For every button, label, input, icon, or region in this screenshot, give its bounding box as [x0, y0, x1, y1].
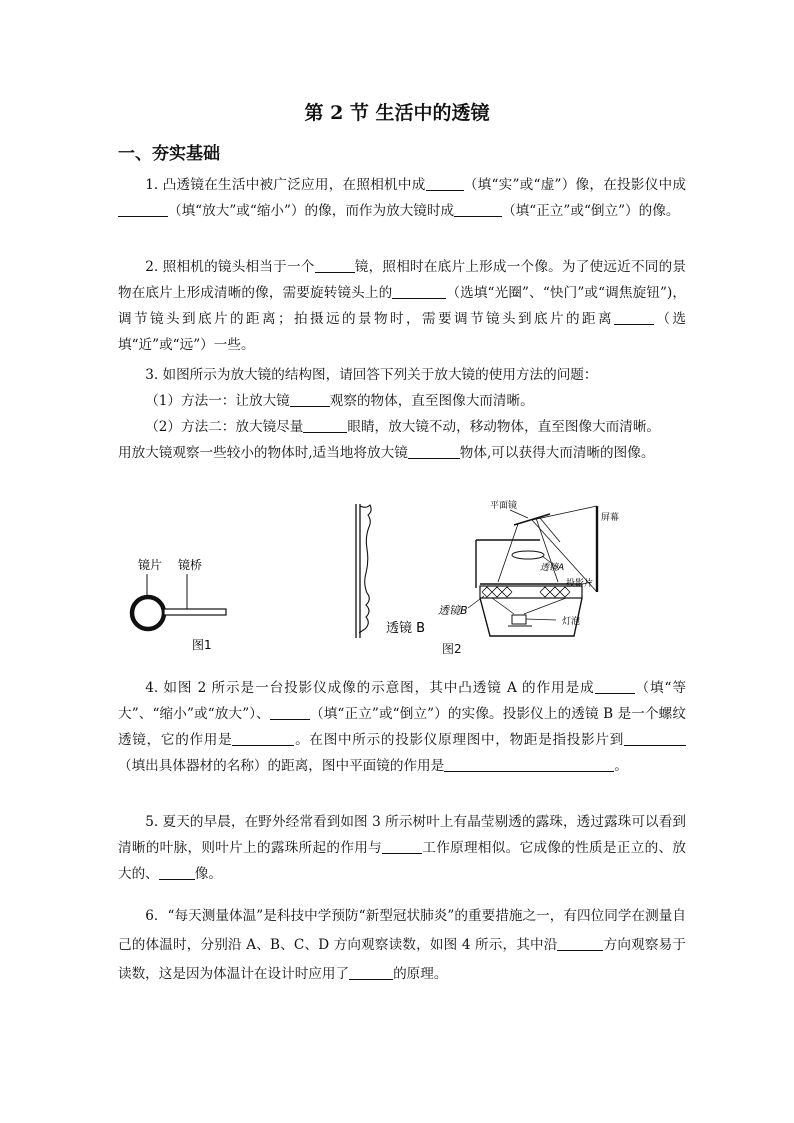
fresnel-profile: [359, 505, 371, 633]
q4-blank-2[interactable]: [270, 705, 310, 720]
fig2-bulb: [512, 615, 526, 624]
q4-blank-5[interactable]: [444, 757, 614, 772]
q3-m1-b: 观察的物体，直至图像大而清晰。: [329, 393, 534, 409]
fig2-lens-a: [512, 551, 544, 559]
fig2-caption: 图2: [442, 642, 462, 656]
q2-blank-1[interactable]: [315, 258, 355, 273]
q3-blank-3[interactable]: [408, 444, 460, 459]
q4-text-c: （填“正立”或“倒立”）的实像。投影仪上的透镜 B 是一个螺纹透镜，它的作用是: [118, 706, 686, 748]
fig1-lens-label: 镜片: [138, 558, 163, 572]
q1-text-d: （填“正立”或“倒立”）的像。: [502, 203, 680, 219]
question-1: [118, 172, 686, 224]
q5-text-a: 5. 夏天的早晨，在野外经常看到如图 3 所示树叶上有晶莹剔透的露珠，透过露珠可以看到清晰的叶脉，则叶片上的露珠所起的作用与: [118, 814, 686, 856]
q6-text-b: 方向观察易于读数，这是因为体温计在设计时应用了: [118, 937, 687, 982]
figure-lens-b: [350, 502, 440, 642]
q5-text-c: 像。: [194, 866, 222, 882]
fig2-slide-label: 投影片: [566, 579, 594, 589]
q3-m1-a: （1）方法一：让放大镜: [145, 393, 290, 409]
q3-m2-a: （2）方法二：放大镜尽量: [145, 419, 304, 435]
q2-text-a: 2. 照相机的镜头相当于一个: [145, 259, 315, 275]
q1-text-c: （填“放大”或“缩小”）的像，而作为放大镜时成: [168, 203, 455, 219]
figure-1-magnifier: [118, 550, 238, 660]
question-5: [118, 809, 686, 887]
q4-blank-1[interactable]: [595, 679, 635, 694]
q2-text-d: （选填“近”或“远”）一些。: [118, 311, 686, 353]
q4-blank-4[interactable]: [624, 731, 686, 746]
page-title: 第 2 节 生活中的透镜: [304, 102, 490, 124]
q5-blank-2[interactable]: [159, 865, 195, 880]
lens-b-label: 透镜 B: [386, 621, 426, 636]
fig2-lens-a-label: 透镜A: [540, 563, 565, 573]
q2-text-c: （选填“光圈”、“快门”或“调焦旋钮”)，调节镜头到底片的距离；拍摄远的景物时，需要调节镜头到底片的距离: [118, 285, 686, 327]
q4-text-a: 4. 如图 2 所示是一台投影仪成像的示意图，其中凸透镜 A 的作用是成: [145, 680, 595, 696]
q4-text-f: 。: [614, 758, 628, 774]
q6-blank-1[interactable]: [557, 936, 603, 951]
q1-blank-1[interactable]: [426, 176, 464, 191]
q4-text-d: 。在图中所示的投影仪原理图中，物距是指投影片到: [294, 732, 625, 748]
q3-blank-2[interactable]: [303, 418, 347, 433]
q5-text-b: 工作原理相似。它成像的性质是正立的、放大的、: [118, 840, 686, 882]
q2-blank-3[interactable]: [614, 310, 654, 325]
fig2-mirror-label: 平面镜: [490, 501, 518, 511]
question-3: [118, 362, 686, 466]
q1-text-b: （填“实”或“虚”）像，在投影仪中成: [463, 177, 686, 193]
q1-blank-2[interactable]: [118, 202, 168, 217]
q1-text-a: 1. 凸透镜在生活中被广泛应用，在照相机中成: [145, 177, 426, 193]
fig2-lens-b-label: 透镜B: [438, 604, 468, 617]
fig2-screen-label: 屏幕: [601, 513, 620, 523]
fig1-handle: [164, 609, 226, 615]
fig1-lens-ring: [132, 597, 164, 629]
q2-text-b: 镜，照相时在底片上形成一个像。为了使远近不同的景物在底片上形成清晰的像，需要旋转镜头上的: [118, 259, 686, 301]
q6-text-c: 的原理。: [393, 966, 448, 982]
q4-text-e: （填出具体器材的名称）的距离，图中平面镜的作用是: [118, 758, 445, 774]
q6-blank-2[interactable]: [349, 965, 393, 980]
q3-m3-b: 物体,可以获得大而清晰的图像。: [459, 445, 655, 461]
q3-blank-1[interactable]: [290, 392, 330, 407]
fig1-bridge-label: 镜桥: [178, 558, 203, 572]
q3-m3-a: 用放大镜观察一些较小的物体时,适当地将放大镜: [118, 445, 408, 461]
question-6: [118, 902, 686, 989]
q3-intro: 3. 如图所示为放大镜的结构图，请回答下列关于放大镜的使用方法的问题：: [145, 367, 598, 383]
q5-blank-1[interactable]: [382, 839, 422, 854]
fig1-caption: 图1: [192, 638, 212, 652]
fig2-bulb-label: 灯泡: [562, 617, 581, 627]
q6-text-a: 6．“每天测量体温”是科技中学预防“新型冠状肺炎”的重要措施之一，有四位同学在测量自己的体温时，分别沿 A、B、C、D 方向观察读数，如图 4 所示，其中沿: [118, 908, 686, 953]
section-heading: 一、夯实基础: [118, 144, 220, 164]
question-2: [118, 254, 686, 358]
q1-blank-3[interactable]: [454, 202, 502, 217]
q2-blank-2[interactable]: [392, 284, 446, 299]
q4-blank-3[interactable]: [232, 731, 294, 746]
q4-text-b: （填“等大”、“缩小”或“放大”）、: [118, 680, 686, 722]
question-4: [118, 675, 686, 779]
q3-m2-b: 眼睛，放大镜不动，移动物体，直至图像大而清晰。: [347, 419, 661, 435]
